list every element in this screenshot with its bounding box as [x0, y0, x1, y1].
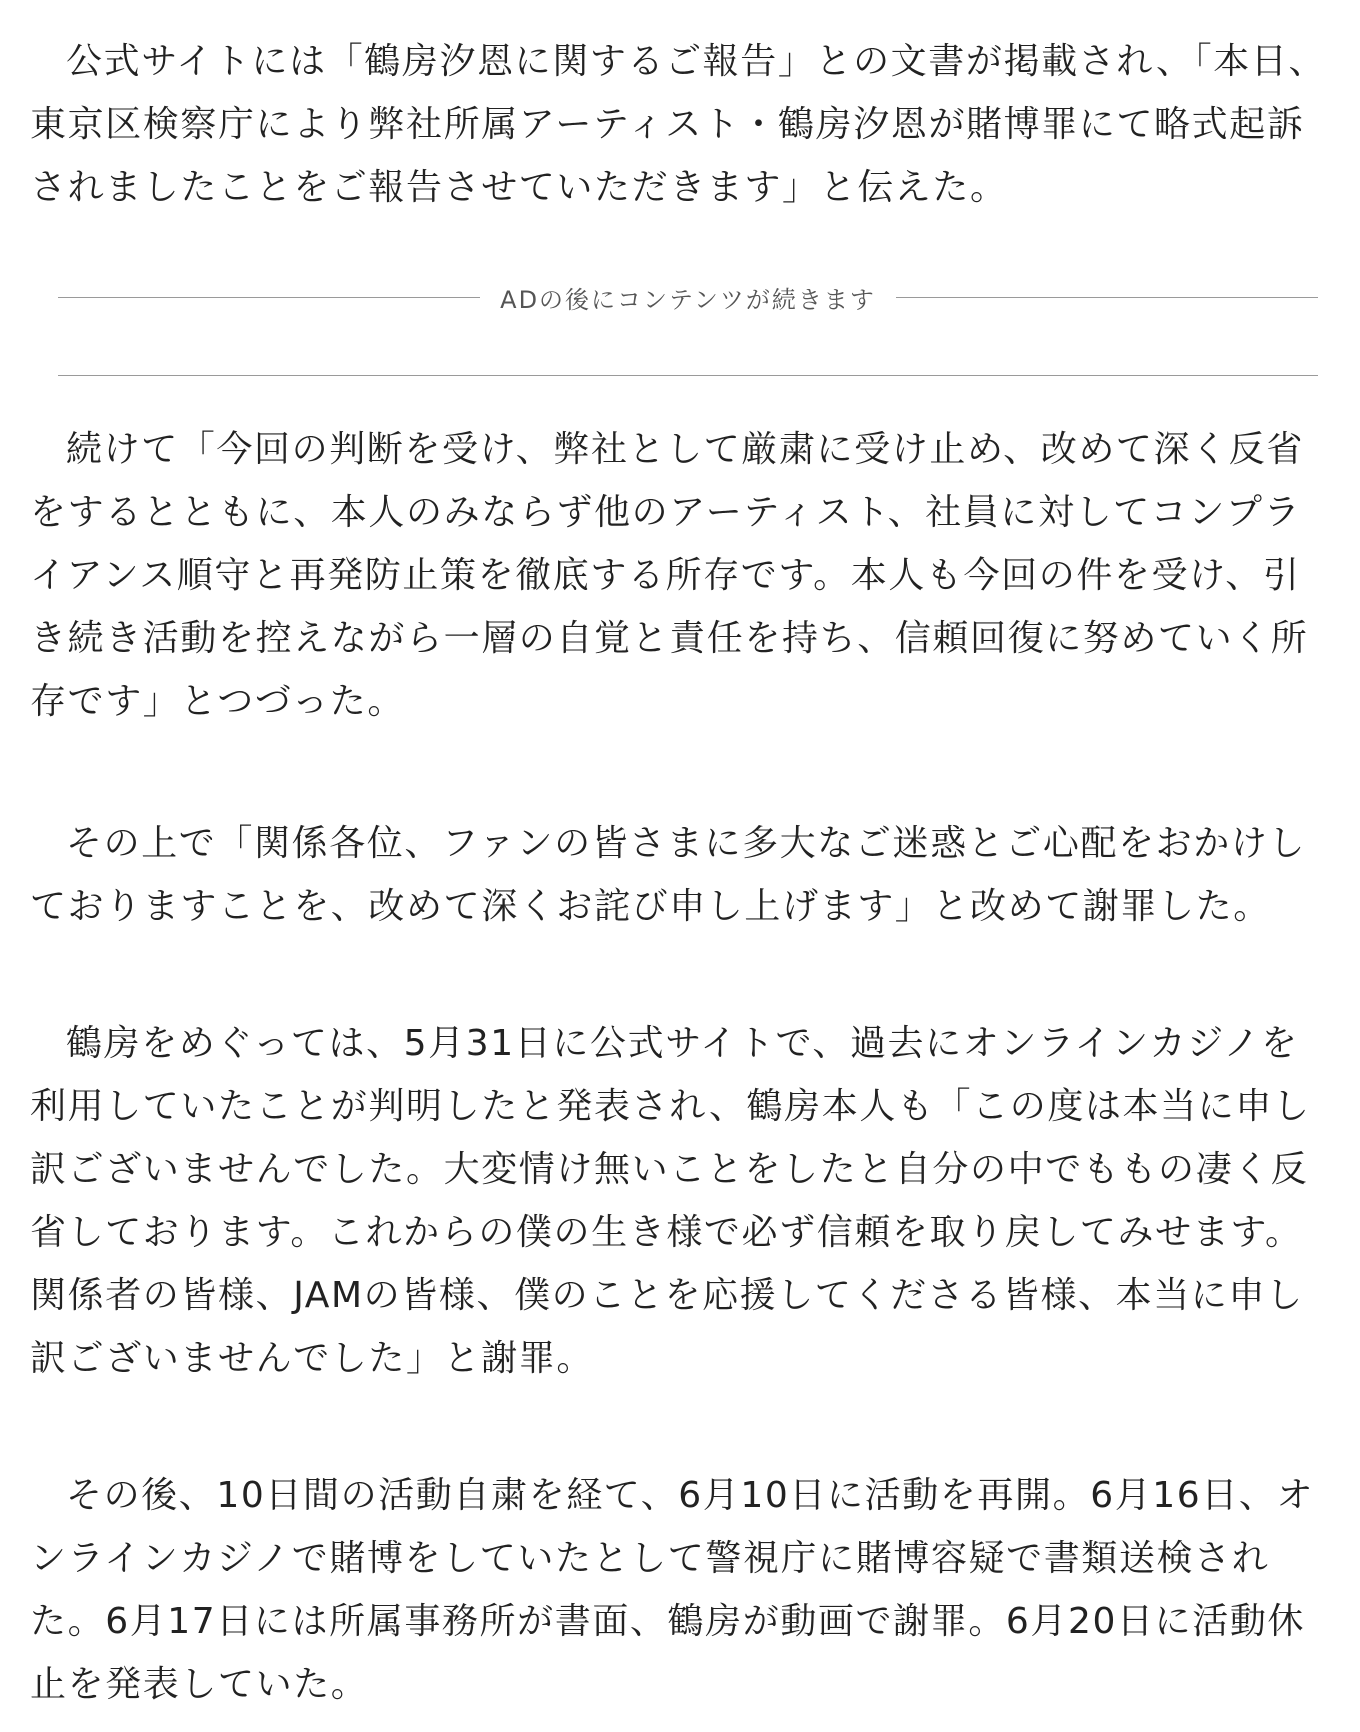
ad-divider	[58, 282, 1318, 312]
ad-divider-rule-left	[58, 297, 480, 298]
article-paragraph: 公式サイトには「鶴房汐恩に関するご報告」との文書が掲載され、「本日、東京区検察庁により弊社所属アーティスト・鶴房汐恩が賭博罪にて略式起訴されましたことをご報告させていただきます」と伝えた。	[30, 41, 1327, 208]
ad-slot-bottom-rule	[58, 375, 1318, 376]
ad-label: ADの後にコンテンツが続きます	[500, 285, 876, 314]
article-paragraph: 鶴房をめぐっては、5月31日に公式サイトで、過去にオンラインカジノを利用していたことが判明したと発表され、鶴房本人も「この度は本当に申し訳ございませんでした。大変情け無いことをしたと自分の中でももの凄く反省しております。これからの僕の生き様で必ず信頼を取り戻してみせます。関係者の皆様、JAMの皆様、僕のことを応援してくださる皆様、本当に申し訳ございませんでした」と謝罪。	[30, 1023, 1311, 1379]
ad-divider-rule-right	[896, 297, 1318, 298]
article-paragraph: 続けて「今回の判断を受け、弊社として厳粛に受け止め、改めて深く反省をするとともに、本人のみならず他のアーティスト、社員に対してコンプライアンス順守と再発防止策を徹底する所存です。本人も今回の件を受け、引き続き活動を控えながら一層の自覚と責任を持ち、信頼回復に努めていく所存です」とつづった。	[30, 429, 1309, 722]
article-paragraph: その後、10日間の活動自粛を経て、6月10日に活動を再開。6月16日、オンラインカジノで賭博をしていたとして警視庁に賭博容疑で書類送検された。6月17日には所属事務所が書面、鶴房が動画で謝罪。6月20日に活動休止を発表していた。	[30, 1475, 1315, 1705]
article-paragraph: その上で「関係各位、ファンの皆さまに多大なご迷惑とご心配をおかけしておりますことを、改めて深くお詫び申し上げます」と改めて謝罪した。	[30, 823, 1307, 927]
